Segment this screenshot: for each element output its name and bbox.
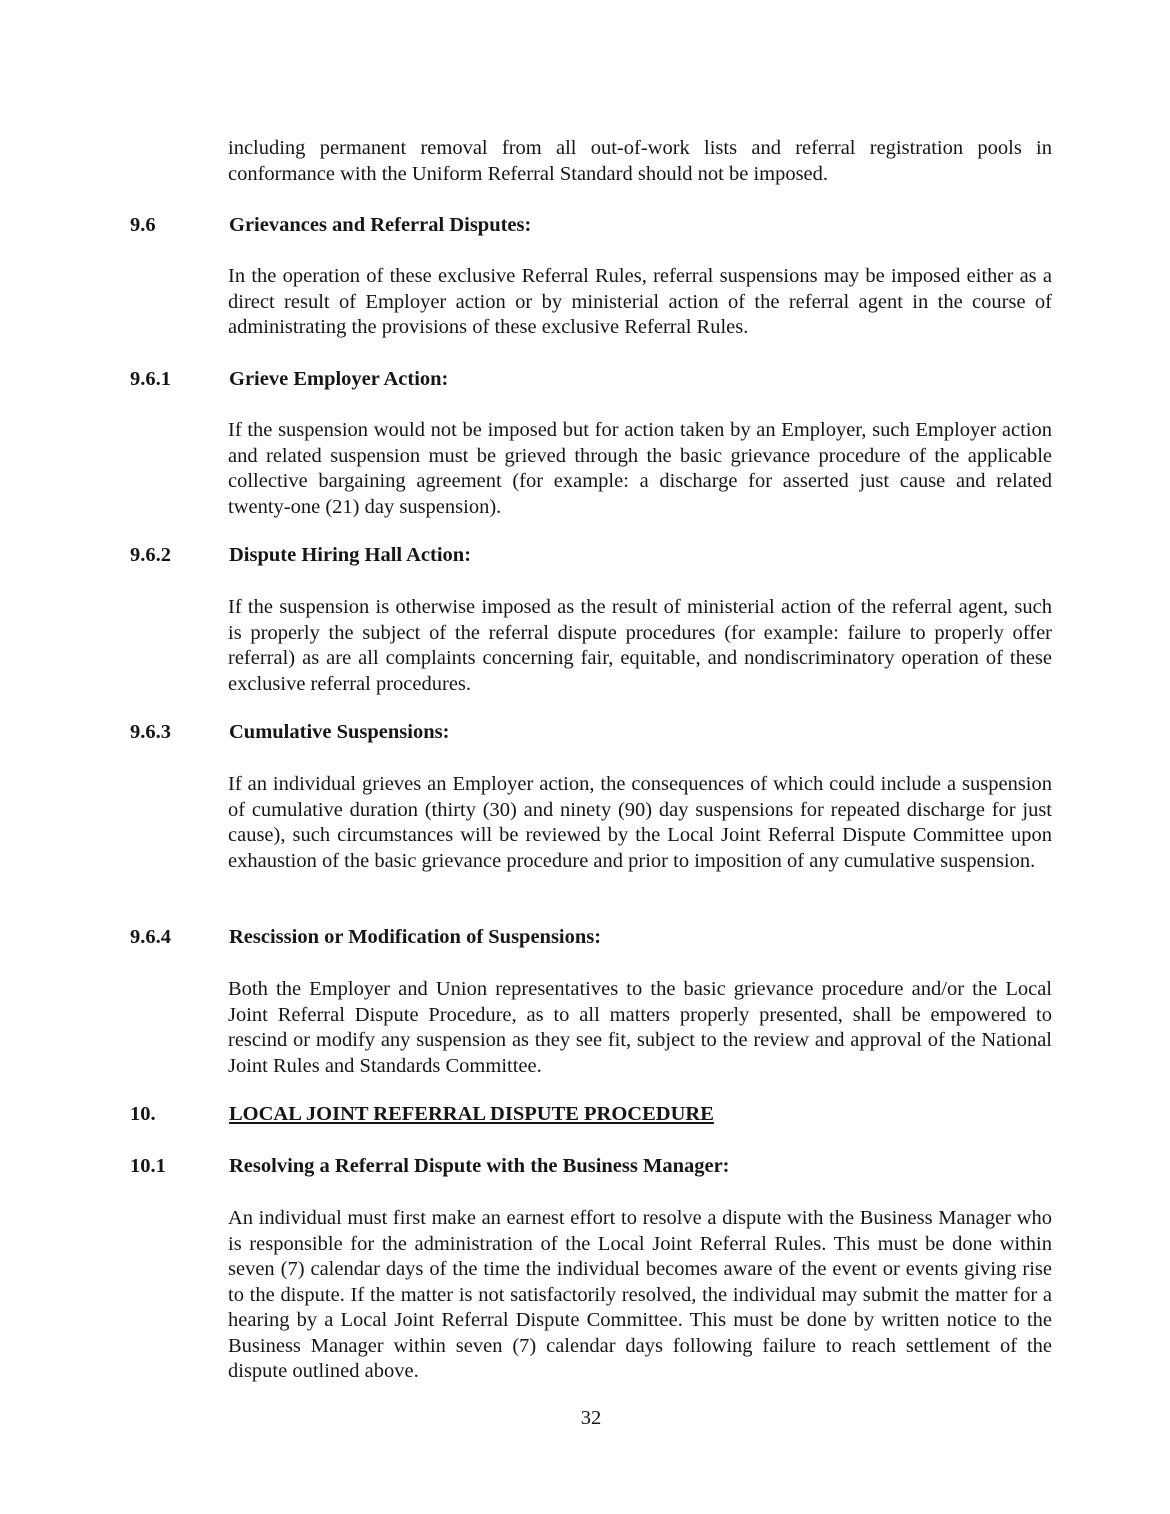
page-number: 32 bbox=[580, 1407, 602, 1429]
section-text-10-1: An individual must first make an earnest effort to resolve a dispute with the Business Manager who is responsible for the administration of the Local Joint Referral Rules. This must be done within seven (7) calendar days of the time the individual becomes aware of the event or events giving rise to the dispute. If the matter is not satisfactorily resolved, the individual may submit the matter for a hearing by a Local Joint Referral Dispute Committee. This must be done by written notice to the Business Manager within seven (7) calendar days following failure to reach settlement of the dispute outlined above. bbox=[228, 1207, 1052, 1382]
section-number-10: 10. bbox=[130, 1103, 156, 1125]
section-heading-10-1: Resolving a Referral Dispute with the Business Manager: bbox=[229, 1155, 730, 1177]
section-heading-9-6-3: Cumulative Suspensions: bbox=[229, 721, 450, 743]
section-text-9-6-2: If the suspension is otherwise imposed as the result of ministerial action of the referral agent, such is properly the subject of the referral dispute procedures (for example: failure to properly offer referral) as are all complaints concerning fair, equitable, and nondiscriminatory operation of these exclusive referral procedures. bbox=[228, 596, 1052, 695]
section-text-9-6-3: If an individual grieves an Employer action, the consequences of which could include a suspension of cumulative duration (thirty (30) and ninety (90) day suspensions for repeated discharge for just cause), such circumstances will be reviewed by the Local Joint Referral Dispute Committee upon exhaustion of the basic grievance procedure and prior to imposition of any cumulative suspension. bbox=[228, 773, 1052, 872]
section-number-9-6: 9.6 bbox=[130, 214, 156, 236]
section-text-9-6: In the operation of these exclusive Referral Rules, referral suspensions may be imposed either as a direct result of Employer action or by ministerial action of the referral agent in the course of administrating the provisions of these exclusive Referral Rules. bbox=[228, 265, 1052, 338]
section-heading-9-6-4: Rescission or Modification of Suspensions: bbox=[229, 926, 602, 948]
section-heading-9-6-2: Dispute Hiring Hall Action: bbox=[229, 544, 472, 566]
section-heading-10: LOCAL JOINT REFERRAL DISPUTE PROCEDURE bbox=[229, 1103, 714, 1125]
section-number-9-6-3: 9.6.3 bbox=[130, 721, 171, 743]
section-number-9-6-1: 9.6.1 bbox=[130, 368, 171, 390]
section-number-9-6-4: 9.6.4 bbox=[130, 926, 171, 948]
section-heading-9-6-1: Grieve Employer Action: bbox=[229, 368, 449, 390]
intro-paragraph: including permanent removal from all out-of-work lists and referral registration pools in conformance with the Uniform Referral Standard should not be imposed. bbox=[228, 137, 1052, 185]
section-number-9-6-2: 9.6.2 bbox=[130, 544, 171, 566]
section-number-10-1: 10.1 bbox=[130, 1155, 166, 1177]
section-text-9-6-4: Both the Employer and Union representatives to the basic grievance procedure and/or the Local Joint Referral Dispute Procedure, as to all matters properly presented, shall be empowered to rescind or modify any suspension as they see fit, subject to the review and approval of the National Joint Rules and Standards Committee. bbox=[228, 978, 1052, 1077]
section-heading-9-6: Grievances and Referral Disputes: bbox=[229, 214, 532, 236]
section-text-9-6-1: If the suspension would not be imposed but for action taken by an Employer, such Employer action and related suspension must be grieved through the basic grievance procedure of the applicable collective bargaining agreement (for example: a discharge for asserted just cause and related twenty-one (21) day suspension). bbox=[228, 419, 1052, 518]
